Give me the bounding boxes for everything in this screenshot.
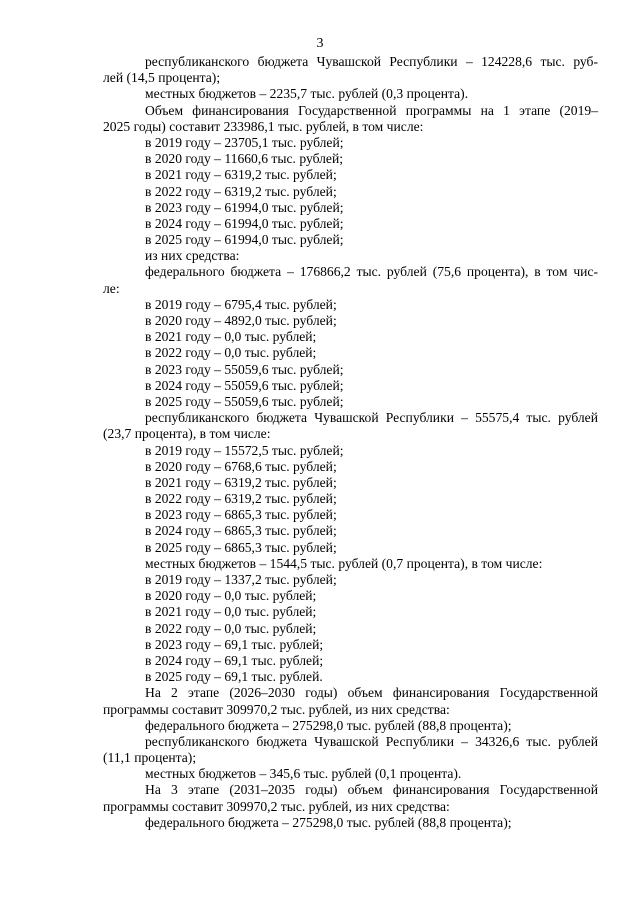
text-line: в 2022 году – 6319,2 тыс. рублей; — [145, 183, 337, 199]
text-line: Объем финансирования Государственной программы на 1 этапе (2019– — [145, 102, 598, 118]
text-line: республиканского бюджета Чувашской Республики – 124228,6 тыс. руб- — [145, 54, 598, 69]
text-line: (23,7 процента), в том числе: — [103, 426, 271, 442]
text-line: в 2020 году – 4892,0 тыс. рублей; — [145, 313, 337, 328]
text-line: в 2025 году – 55059,6 тыс. рублей; — [145, 393, 344, 409]
text-line: программы составит 309970,2 тыс. рублей, из них средства: — [103, 701, 450, 717]
text-line: (11,1 процента); — [103, 750, 197, 766]
text-line: в 2019 году – 23705,1 тыс. рублей; — [145, 134, 344, 150]
text-line: местных бюджетов – 1544,5 тыс. рублей (0,7 процента), в том числе: — [145, 555, 543, 571]
text-line: республиканского бюджета Чувашской Республики – 55575,4 тыс. рублей — [145, 410, 598, 426]
text-line: лей (14,5 процента); — [103, 70, 221, 86]
text-line: в 2021 году – 6319,2 тыс. рублей; — [145, 167, 337, 183]
text-line: в 2022 году – 6319,2 тыс. рублей; — [145, 491, 337, 507]
text-line: в 2020 году – 11660,6 тыс. рублей; — [145, 151, 344, 167]
text-line: программы составит 309970,2 тыс. рублей, из них средства: — [103, 798, 450, 814]
text-line: в 2019 году – 1337,2 тыс. рублей; — [145, 572, 337, 587]
text-line: местных бюджетов – 345,6 тыс. рублей (0,1 процента). — [145, 766, 462, 782]
text-line: в 2023 году – 6865,3 тыс. рублей; — [145, 507, 337, 523]
text-line: республиканского бюджета Чувашской Республики – 34326,6 тыс. рублей — [145, 733, 598, 749]
text-line: в 2020 году – 0,0 тыс. рублей; — [145, 588, 317, 604]
text-line: в 2023 году – 69,1 тыс. рублей; — [145, 636, 324, 652]
text-line: в 2020 году – 6768,6 тыс. рублей; — [145, 458, 337, 474]
text-line: в 2024 году – 6865,3 тыс. рублей; — [145, 523, 337, 539]
text-line: в 2023 году – 61994,0 тыс. рублей; — [145, 199, 344, 215]
text-line: в 2022 году – 0,0 тыс. рублей; — [145, 345, 317, 361]
text-line: федерального бюджета – 275298,0 тыс. рублей (88,8 процента); — [145, 814, 512, 830]
text-line: в 2025 году – 69,1 тыс. рублей. — [145, 669, 323, 685]
text-line: федерального бюджета – 176866,2 тыс. рублей (75,6 процента), в том чис- — [145, 264, 598, 280]
text-line: в 2022 году – 0,0 тыс. рублей; — [145, 620, 317, 636]
text-line: в 2019 году – 15572,5 тыс. рублей; — [145, 442, 344, 458]
text-line: в 2021 году – 6319,2 тыс. рублей; — [145, 474, 337, 490]
text-line: в 2025 году – 61994,0 тыс. рублей; — [145, 232, 344, 248]
text-line: местных бюджетов – 2235,7 тыс. рублей (0,3 процента). — [145, 86, 469, 102]
text-line: в 2025 году – 6865,3 тыс. рублей; — [145, 539, 337, 555]
text-line: в 2024 году – 61994,0 тыс. рублей; — [145, 215, 344, 231]
text-line: из них средства: — [145, 248, 240, 264]
text-line: 2025 годы) составит 233986,1 тыс. рублей, в том числе: — [103, 118, 424, 134]
text-line: в 2019 году – 6795,4 тыс. рублей; — [145, 296, 337, 312]
text-line: в 2021 году – 0,0 тыс. рублей; — [145, 604, 317, 620]
text-line: На 2 этапе (2026–2030 годы) объем финансирования Государственной — [145, 685, 598, 701]
text-line: в 2024 году – 69,1 тыс. рублей; — [145, 652, 324, 668]
text-line: в 2021 году – 0,0 тыс. рублей; — [145, 329, 317, 345]
text-line: в 2024 году – 55059,6 тыс. рублей; — [145, 377, 344, 393]
text-line: На 3 этапе (2031–2035 годы) объем финансирования Государственной — [145, 782, 598, 798]
page-number: 3 — [316, 36, 324, 51]
document-body — [103, 54, 598, 831]
text-line: в 2023 году – 55059,6 тыс. рублей; — [145, 361, 344, 377]
text-line: ле: — [103, 280, 120, 296]
text-line: федерального бюджета – 275298,0 тыс. рублей (88,8 процента); — [145, 717, 512, 733]
